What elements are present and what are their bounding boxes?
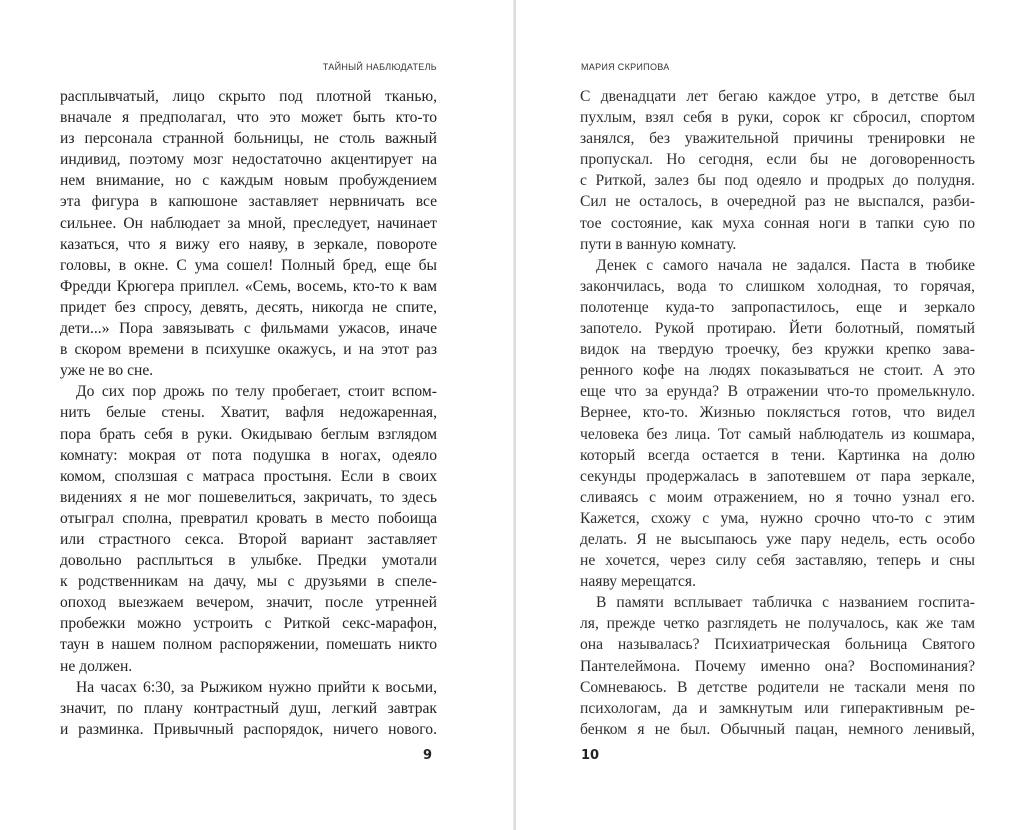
text-line: Денек с самого начала не задался. Паста в тюбике bbox=[596, 256, 975, 274]
text-line: казаться, что я вижу его наяву, в зеркале, повороте bbox=[60, 235, 437, 253]
text-line: Сомневаюсь. В детстве родители не таскали меня по bbox=[580, 678, 975, 696]
text-line: с Риткой, залез бы под одеяло и продрых до полудня. bbox=[580, 172, 975, 190]
text-line: пропускал. Но сегодня, если бы не договоренность bbox=[580, 151, 975, 169]
text-line: или страстного секса. Второй вариант заставляет bbox=[60, 530, 437, 548]
text-line: полотенце куда-то запропастилось, еще и зеркало bbox=[580, 298, 975, 316]
text-line: ля, прежде четко разглядеть не получалось, как же там bbox=[580, 615, 975, 633]
running-header-title: ТАЙНЫЙ НАБЛЮДАТЕЛЬ bbox=[322, 62, 437, 72]
text-line: в скором времени в психушке окажусь, и на этот раз bbox=[60, 341, 437, 359]
text-line: Вернее, кто-то. Жизнью поклясться готов, что видел bbox=[580, 404, 975, 422]
text-line: До сих пор дрожь по телу пробегает, стоит вспом- bbox=[76, 383, 437, 401]
text-line: расплывчатый, лицо скрыто под плотной тканью, bbox=[60, 88, 437, 105]
text-line: закончилась, вода то слишком холодная, то горячая, bbox=[580, 277, 975, 295]
text-line: бенком я не был. Обычный пацан, немного ленивый, bbox=[580, 720, 975, 738]
text-line: запотело. Рукой протираю. Йети болотный, помятый bbox=[580, 320, 975, 338]
text-line: ренного кофе на людях показываться не стоит. А это bbox=[580, 362, 975, 380]
text-line: пробежки можно устроить с Риткой секс-марафон, bbox=[60, 615, 437, 633]
text-line: видок на твердую троечку, без кружки крепко зава- bbox=[580, 341, 975, 359]
text-line: пути в ванную комнату. bbox=[580, 235, 737, 253]
page-number: 10 bbox=[581, 748, 600, 763]
text-line: секунды продержалась в запотевшем от пара зеркале, bbox=[580, 467, 975, 485]
text-line: не хочется, через силу себя заставляю, теперь и сны bbox=[580, 552, 975, 570]
left-page bbox=[0, 0, 514, 830]
right-page bbox=[516, 0, 1030, 830]
text-line: пухлым, взял себя в руки, сорок кг сбросил, спортом bbox=[580, 109, 975, 127]
text-line: отыграл сполна, превратил кровать в место побоища bbox=[60, 509, 437, 527]
text-line: значит, по плану контрастный душ, легкий завтрак bbox=[60, 699, 437, 717]
text-line: сливаясь с моим отражением, но я точно узнал его. bbox=[580, 488, 975, 506]
text-line: придет без спросу, девять, десять, никогда не спите, bbox=[60, 298, 437, 316]
body-text bbox=[580, 86, 975, 740]
text-line: нить белые стены. Хватит, вафля недожаренная, bbox=[60, 404, 437, 422]
text-line: Фредди Крюгера приплел. «Семь, восемь, кто-то к вам bbox=[60, 277, 437, 295]
text-line: и разминка. Привычный распорядок, ничего нового. bbox=[60, 720, 437, 738]
text-line: человека без лица. Тот самый наблюдатель из кошмара, bbox=[580, 425, 975, 443]
text-line: Пантелеймона. Почему именно она? Воспоминания? bbox=[580, 657, 975, 675]
text-line: из персонала странной больницы, не столь важный bbox=[60, 130, 437, 148]
text-line: тое состояние, как муха сонная ноги в тапки сую по bbox=[580, 214, 975, 232]
text-line: Сил не осталось, в очередной раз не выспался, разби- bbox=[580, 193, 975, 211]
text-line: видениях я не мог пошевелиться, закричать, то здесь bbox=[60, 488, 437, 506]
running-header-author: МАРИЯ СКРИПОВА bbox=[581, 62, 670, 72]
text-line: она называлась? Психиатрическая больница Святого bbox=[580, 636, 975, 654]
text-line: нем внимание, но с каждым новым пробуждением bbox=[60, 172, 437, 190]
text-line: делать. Я не высыпаюсь уже пару недель, есть особо bbox=[580, 530, 975, 548]
text-line: индивид, поэтому мозг недостаточно акцентирует на bbox=[60, 151, 437, 169]
text-line: сильнее. Он наблюдает за мной, преследует, начинает bbox=[60, 214, 437, 232]
text-line: С двенадцати лет бегаю каждое утро, в детстве был bbox=[580, 88, 975, 105]
text-line: вначале я предполагал, что это может быть кто-то bbox=[60, 109, 437, 127]
page-number: 9 bbox=[422, 748, 432, 763]
text-line: таун в нашем полном распоряжении, помешать никто bbox=[60, 636, 437, 654]
text-line: довольно расплыться в улыбке. Предки умотали bbox=[60, 552, 437, 570]
text-line: головы, в окне. С ума сошел! Полный бред, еще бы bbox=[60, 256, 437, 274]
text-line: уже не во сне. bbox=[60, 362, 154, 380]
text-line: занялся, без уважительной причины тренировки не bbox=[580, 130, 975, 148]
text-line: еще что за ерунда? В отражении что-то промелькнуло. bbox=[580, 383, 975, 401]
text-line: к родственникам на дачу, мы с друзьями в спеле- bbox=[60, 573, 437, 591]
text-line: не должен. bbox=[60, 657, 133, 675]
text-line: который всегда остается в тени. Картинка на долю bbox=[580, 446, 975, 464]
text-line: На часах 6:30, за Рыжиком нужно прийти к восьми, bbox=[76, 678, 437, 696]
body-text bbox=[60, 86, 437, 740]
text-line: комом, сползшая с матраса простыня. Если в своих bbox=[60, 467, 437, 485]
text-line: психологам, да и замкнутым или гиперактивным ре- bbox=[580, 699, 975, 717]
text-line: В памяти всплывает табличка с названием госпита- bbox=[596, 594, 975, 612]
text-line: пора брать себя в руки. Окидываю беглым взглядом bbox=[60, 425, 437, 443]
text-line: наяву мерещатся. bbox=[580, 573, 696, 591]
text-line: эта фигура в капюшоне заставляет нервничать все bbox=[60, 193, 437, 211]
text-line: комнату: мокрая от пота подушка в ногах, одеяло bbox=[60, 446, 437, 464]
text-line: дети...» Пора завязывать с фильмами ужасов, иначе bbox=[60, 320, 437, 338]
text-line: опоход выезжаем вечером, значит, после утренней bbox=[60, 594, 437, 612]
text-line: Кажется, схожу с ума, нужно срочно что-то с этим bbox=[580, 509, 975, 527]
